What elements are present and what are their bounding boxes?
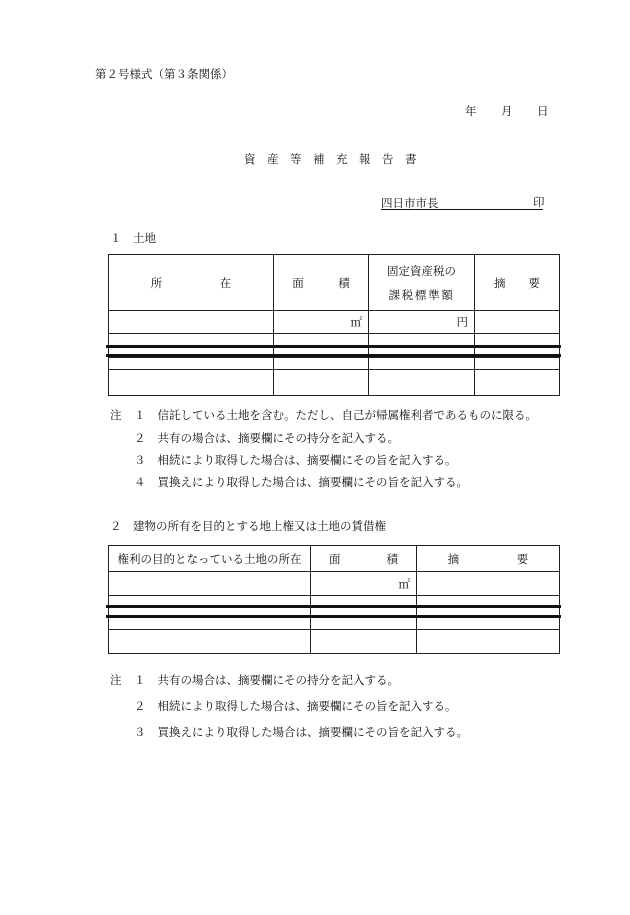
col-summary-header: 摘 要 [475,255,560,311]
right-area-cell[interactable] [311,630,417,654]
addressee: 四日市市長 [381,196,439,210]
land-location-cell[interactable] [109,370,274,396]
land-table [108,254,560,396]
right-location-cell[interactable] [109,618,311,630]
land-tax-cell[interactable] [369,370,475,396]
land-location-cell[interactable] [109,358,274,370]
addressee-line [381,195,543,210]
notes-label: 注 [110,673,122,687]
note-item: １ 共有の場合は、摘要欄にその持分を記入する。 [134,673,399,687]
date-month-label: 月 [501,104,513,118]
omission-line [106,345,561,348]
land-tax-cell[interactable] [369,358,475,370]
col-area-header: 面 積 [311,546,417,572]
right-summary-cell[interactable] [417,630,560,654]
unit-sqm: ㎡ [398,576,410,591]
col-area-header: 面 積 [274,255,369,311]
omission-line [106,354,561,357]
land-tax-cell[interactable] [369,311,475,334]
note-item: １ 信託している土地を含む。ただし、自己が帰属権利者であるものに限る。 [134,408,537,422]
form-number: 第２号様式（第３条関係） [95,67,233,81]
notes-label: 注 [110,408,122,422]
leasehold-table [108,545,560,654]
right-area-cell[interactable] [311,618,417,630]
land-tax-cell[interactable] [369,334,475,346]
land-summary-cell[interactable] [475,311,560,334]
right-area-cell[interactable] [311,572,417,596]
land-summary-cell[interactable] [475,370,560,396]
document-title: 資 産 等 補 充 報 告 書 [244,152,417,166]
col-summary-header: 摘 要 [417,546,560,572]
land-area-cell[interactable] [274,334,369,346]
note-item: ４ 買換えにより取得した場合は、摘要欄にその旨を記入する。 [134,475,468,489]
date-year-label: 年 [465,104,477,118]
col-right-location-header: 権利の目的となっている土地の所在 [109,546,311,572]
land-area-cell[interactable] [274,311,369,334]
note-item: ３ 相続により取得した場合は、摘要欄にその旨を記入する。 [134,453,457,467]
unit-yen: 円 [456,315,468,329]
col-location-header: 所 在 [109,255,274,311]
note-item: ３ 買換えにより取得した場合は、摘要欄にその旨を記入する。 [134,725,468,739]
col-tax-header: 固定資産税の 課税標準額 [369,255,475,311]
omission-line [106,605,561,608]
land-area-cell[interactable] [274,370,369,396]
land-summary-cell[interactable] [475,334,560,346]
land-location-cell[interactable] [109,334,274,346]
right-summary-cell[interactable] [417,618,560,630]
section2-heading: ２ 建物の所有を目的とする地上権又は土地の賃借権 [110,519,386,533]
omission-line [106,615,561,618]
right-location-cell[interactable] [109,572,311,596]
land-location-cell[interactable] [109,311,274,334]
seal-label: 印 [533,195,545,209]
section1-heading: １ 土地 [110,231,156,245]
right-summary-cell[interactable] [417,572,560,596]
note-item: ２ 相続により取得した場合は、摘要欄にその旨を記入する。 [134,699,457,713]
land-area-cell[interactable] [274,358,369,370]
note-item: ２ 共有の場合は、摘要欄にその持分を記入する。 [134,431,399,445]
land-summary-cell[interactable] [475,358,560,370]
right-location-cell[interactable] [109,630,311,654]
unit-sqm: ㎡ [350,315,362,329]
date-day-label: 日 [537,104,549,118]
